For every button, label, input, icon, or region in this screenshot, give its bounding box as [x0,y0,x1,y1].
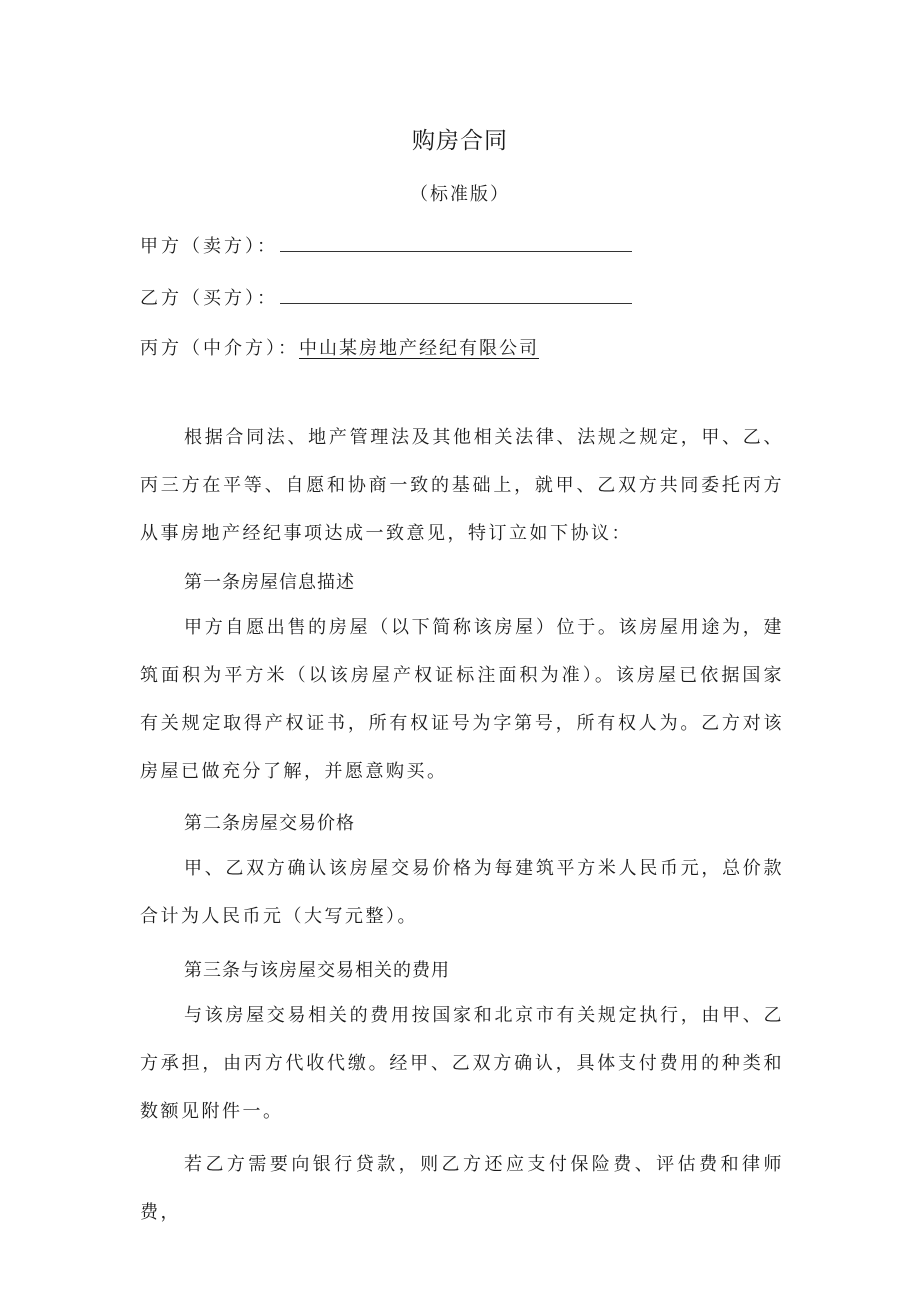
document-subtitle: （标准版） [410,184,510,205]
agent-party-name: 中山某房地产经纪有限公司 [299,338,539,359]
document-title: 购房合同 [412,128,508,154]
buyer-party-label: 乙方（买方）： [140,288,278,309]
seller-name-blank [280,251,632,252]
article3-heading: 第三条与该房屋交易相关的费用 [184,960,450,981]
preamble-paragraph: 根据合同法、地产管理法及其他相关法律、法规之规定，甲、乙、丙三方在平等、自愿和协商一致的基础上，就甲、乙双方共同委托丙方从事房地产经纪事项达成一致意见，特订立如下协议： [140,427,784,544]
article1-heading: 第一条房屋信息描述 [184,572,355,593]
agent-party-row [140,334,539,360]
seller-party-label: 甲方（卖方）： [140,236,278,257]
article3-loan-note: 若乙方需要向银行贷款，则乙方还应支付保险费、评估费和律师费， [140,1154,784,1223]
article1-body: 甲方自愿出售的房屋（以下简称该房屋）位于。该房屋用途为，建筑面积为平方米（以该房屋产权证标注面积为准）。该房屋已依据国家有关规定取得产权证书，所有权证号为字第号，所有权人为。乙方对该房屋已做充分了解，并愿意购买。 [140,617,784,782]
article3-body: 与该房屋交易相关的费用按国家和北京市有关规定执行，由甲、乙方承担，由丙方代收代缴。经甲、乙双方确认，具体支付费用的种类和数额见附件一。 [140,1005,784,1122]
agent-party-label: 丙方（中介方）： [140,338,299,359]
article2-heading: 第二条房屋交易价格 [184,813,355,834]
buyer-name-blank [280,303,632,304]
article2-body: 甲、乙双方确认该房屋交易价格为每建筑平方米人民币元，总价款合计为人民币元（大写元整）。 [140,858,784,927]
